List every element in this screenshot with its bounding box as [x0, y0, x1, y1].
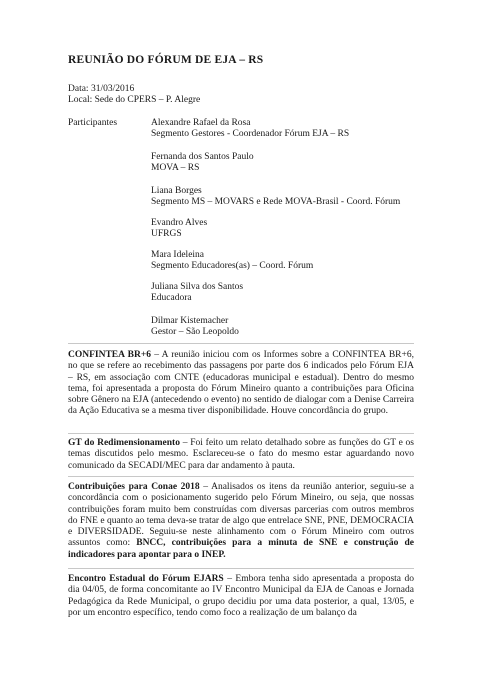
section-text: – Analisados os itens da reunião anterior, seguiu-se a concordância com o posicionamento sugerido pelo Fórum Mineiro, ou seja, que nossas contribuições foram muito bem construídas com diversas parcerias com outros membros do FNE e quanto ao tema deva-se tratar de algo que entrelace SNE, PNE, DEMOCRACIA e DIVERSIDADE. Seguiu-se neste alinhamento com o Fórum Mineiro com outros assuntos como: — [68, 482, 414, 549]
participants-label: Participantes — [68, 118, 118, 128]
participant-role: Segmento Gestores - Coordenador Fórum EJA – RS — [151, 129, 350, 140]
section-divider — [68, 568, 414, 569]
section-heading: Contribuições para Conae 2018 — [68, 482, 200, 492]
participant-entry — [151, 186, 400, 209]
participant-role: Segmento MS – MOVARS e Rede MOVA-Brasil - Coord. Fórum — [151, 197, 401, 208]
participant-role: UFRGS — [151, 229, 182, 240]
participant-name: Evandro Alves — [151, 218, 208, 228]
meeting-date: Data: 31/03/2016 — [68, 84, 135, 94]
participant-entry — [151, 282, 243, 305]
section-divider — [68, 343, 414, 344]
participant-name: Juliana Silva dos Santos — [151, 282, 244, 292]
section-text: – Foi feito um relato detalhado sobre as funções do GT e os temas discutidos pelo mesmo. Esclareceu-se o fato do mesmo estar aguardando novo comunicado da SECADI/MEC para dar andamento à pauta. — [68, 438, 415, 471]
participant-name: Alexandre Rafael da Rosa — [151, 118, 251, 128]
participant-entry — [151, 118, 349, 141]
section-heading: Encontro Estadual do Fórum EJARS — [68, 574, 224, 584]
participant-entry — [151, 218, 207, 241]
participant-name: Mara Ideleina — [151, 250, 205, 260]
section-text: – Embora tenha sido apresentada a proposta do dia 04/05, de forma concomitante ao IV Encontro Municipal da EJA de Canoas e Jornada Pedagógica da Rede Municipal, o grupo decidiu por uma data posterior, a qual, 13/05, e por um encontro específico, tendo como foco a realização de um balanço da — [68, 574, 414, 618]
participant-role: Segmento Educadores(as) – Coord. Fórum — [151, 261, 314, 272]
section-heading: CONFINTEA BR+6 — [68, 350, 152, 360]
section-divider — [68, 476, 414, 477]
meeting-location: Local: Sede do CPERS – P. Alegre — [68, 95, 201, 105]
participant-entry — [151, 152, 254, 175]
participant-role: MOVA – RS — [151, 163, 200, 174]
section-text: – A reunião iniciou com os Informes sobre a CONFINTEA BR+6, no que se refere ao recebimento das passagens por parte dos 6 indicados pelo Fórum EJA – RS, em associação com CNTE (educadoras municipal e estadual). Dentro do mesmo tema, foi apresentada a proposta do Fórum Mineiro quanto a contribuições para Oficina sobre Gênero na EJA (antecedendo o evento) no sentido de dialogar com a Denise Carreira da Ação Educativa se a mesma tiver disponibilidade. Houve concordância do grupo. — [68, 350, 414, 417]
section-heading: GT do Redimensionamento — [68, 438, 180, 448]
document-title: REUNIÃO DO FÓRUM DE EJA – RS — [68, 54, 264, 66]
section-conae — [68, 482, 414, 561]
participant-entry — [151, 250, 313, 273]
participant-entry — [151, 316, 239, 339]
participant-role: Gestor – São Leopoldo — [151, 327, 239, 338]
section-gt — [68, 438, 414, 472]
section-divider — [68, 433, 414, 434]
section-ejars — [68, 574, 414, 619]
participant-name: Fernanda dos Santos Paulo — [151, 152, 254, 162]
section-confintea — [68, 350, 414, 418]
participant-name: Dilmar Kistemacher — [151, 316, 229, 326]
section-bold-tail: BNCC, contribuições para a minuta de SNE e construção de indicadores para apontar para o INEP. — [68, 538, 414, 560]
participant-name: Liana Borges — [151, 186, 202, 196]
participant-role: Educadora — [151, 293, 192, 304]
